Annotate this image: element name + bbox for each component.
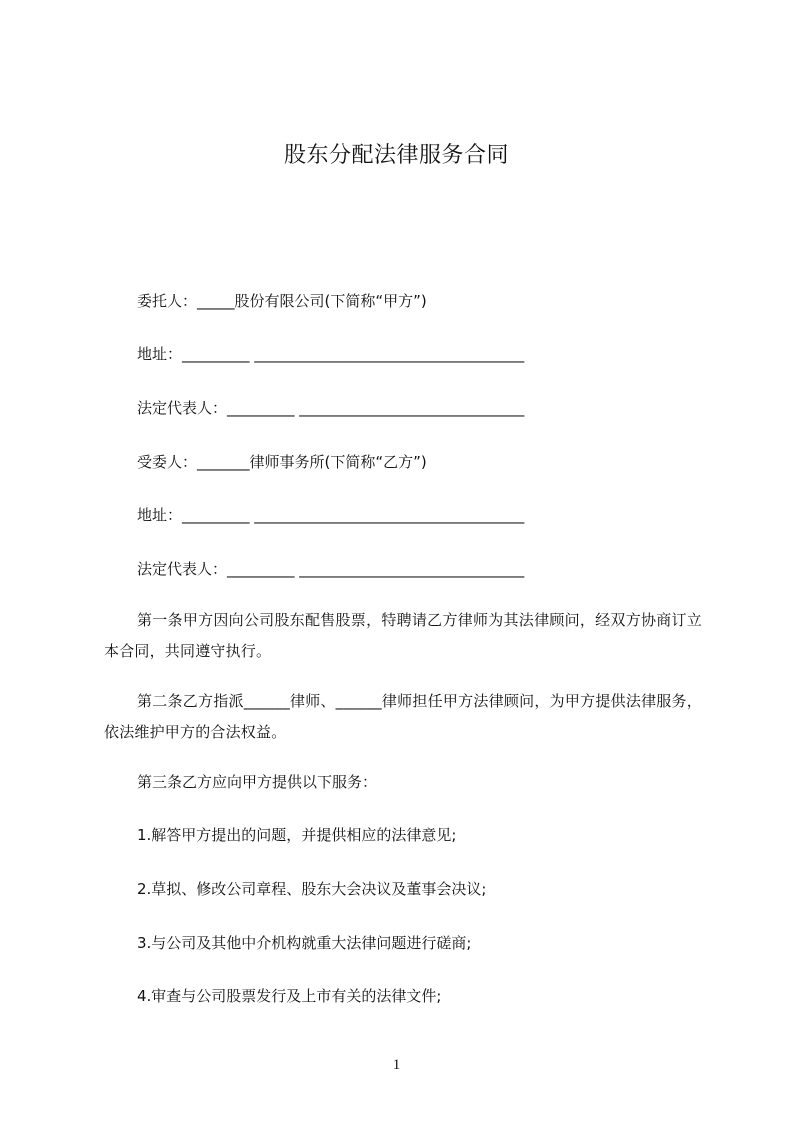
party-a-address-line: 地址：_________ ____________________________________ [137, 345, 525, 363]
service-item-2: 2.草拟、修改公司章程、股东大会决议及董事会决议; [137, 880, 487, 898]
service-item-3: 3.与公司及其他中介机构就重大法律问题进行磋商; [137, 934, 472, 952]
article-1-paragraph: 第一条甲方因向公司股东配售股票，特聘请乙方律师为其法律顾问，经双方协商订立本合同，共同遵守执行。 [104, 611, 702, 660]
party-a-line: 委托人：_____股份有限公司(下简称“甲方”) [137, 292, 427, 310]
party-b-address-line: 地址：_________ ____________________________________ [137, 506, 525, 524]
article-2-paragraph: 第二条乙方指派______律师、______律师担任甲方法律顾问，为甲方提供法律服务，依法维护甲方的合法权益。 [104, 692, 702, 741]
service-item-4: 4.审查与公司股票发行及上市有关的法律文件; [137, 987, 442, 1005]
party-b-representative-line: 法定代表人：_________ ______________________________ [137, 560, 525, 578]
party-b-line: 受委人：_______律师事务所(下简称“乙方”) [137, 453, 427, 471]
page-number: 1 [392, 1057, 401, 1073]
article-3-heading: 第三条乙方应向甲方提供以下服务： [137, 773, 378, 791]
document-title: 股东分配法律服务合同 [283, 143, 509, 168]
party-a-representative-line: 法定代表人：_________ ______________________________ [137, 399, 525, 417]
service-item-1: 1.解答甲方提出的问题，并提供相应的法律意见; [137, 826, 457, 844]
